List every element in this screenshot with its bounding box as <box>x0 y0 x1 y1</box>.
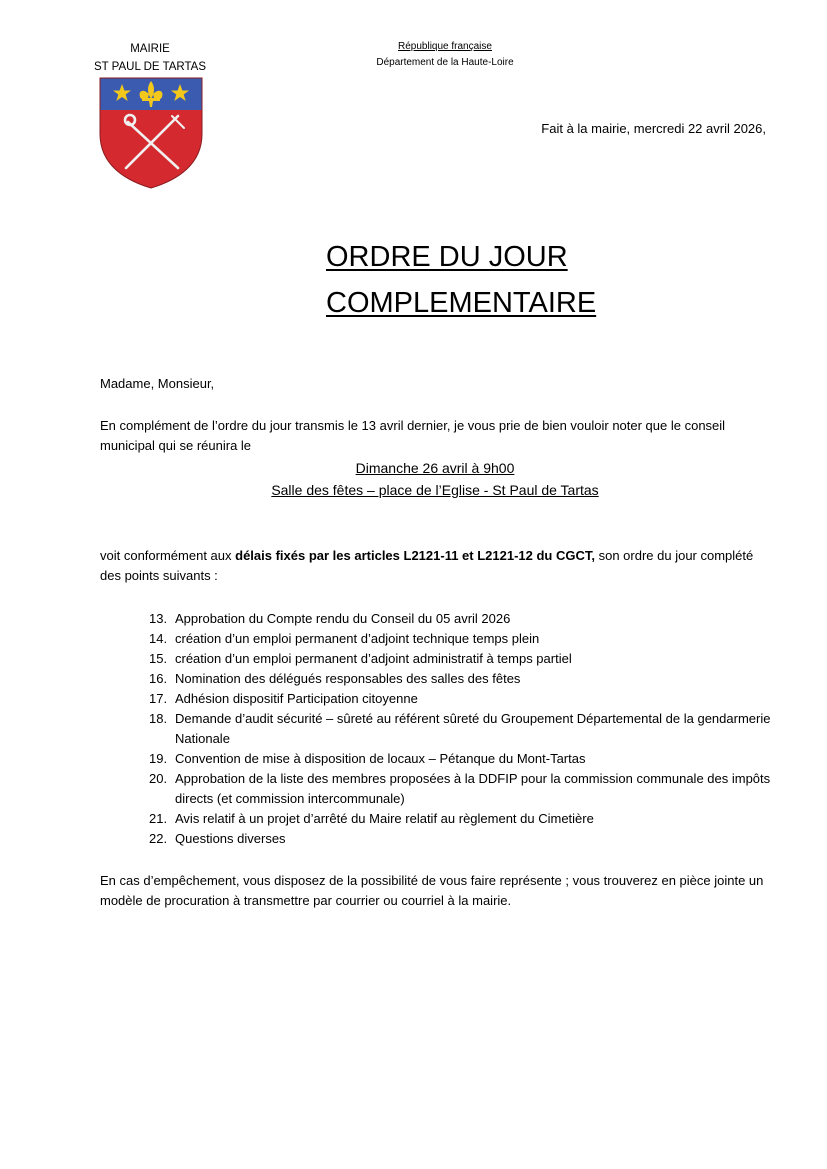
agenda-item-number: 20. <box>149 771 168 786</box>
title-line-1: ORDRE DU JOUR <box>326 241 568 273</box>
agenda-item <box>100 609 780 629</box>
agenda-item-text: Convention de mise à disposition de locaux – Pétanque du Mont-Tartas <box>175 751 586 766</box>
conformity-suffix: son ordre du jour complété des points suivants : <box>100 548 754 583</box>
republic-header <box>330 39 560 71</box>
agenda-item <box>100 829 780 849</box>
agenda-item <box>100 809 780 829</box>
meeting-place: Salle des fêtes – place de l’Eglise - St Paul de Tartas <box>271 482 599 498</box>
intro-paragraph: En complément de l’ordre du jour transmis le 13 avril dernier, je vous prie de bien vouloir noter que le conseil municipal qui se réunira le <box>100 418 726 453</box>
agenda-list <box>100 609 780 849</box>
agenda-item <box>100 769 780 809</box>
meeting-date: Dimanche 26 avril à 9h00 <box>355 460 515 476</box>
agenda-item <box>100 689 780 709</box>
agenda-item-number: 15. <box>149 651 168 666</box>
agenda-item <box>100 749 780 769</box>
agenda-item-number: 13. <box>149 611 168 626</box>
agenda-item-text: Demande d’audit sécurité – sûreté au référent sûreté du Groupement Départemental de la gendarmerie Nationale <box>175 711 771 746</box>
agenda-item-number: 19. <box>149 751 168 766</box>
agenda-item-text: Questions diverses <box>175 831 286 846</box>
agenda-item <box>100 629 780 649</box>
agenda-item <box>100 669 780 689</box>
agenda-item-number: 18. <box>149 711 168 726</box>
date-line: Fait à la mairie, mercredi 22 avril 2026, <box>541 121 766 136</box>
agenda-item-number: 17. <box>149 691 168 706</box>
agenda-item-number: 14. <box>149 631 168 646</box>
conformity-legal-reference: délais fixés par les articles L2121-11 et L2121-12 du CGCT, <box>235 548 595 563</box>
agenda-item-number: 16. <box>149 671 168 686</box>
title-line-2: COMPLEMENTAIRE <box>326 287 597 319</box>
coat-of-arms-icon <box>98 76 204 190</box>
agenda-item-text: création d’un emploi permanent d’adjoint administratif à temps partiel <box>175 651 572 666</box>
agenda-item <box>100 709 780 749</box>
page-title <box>326 234 596 326</box>
agenda-item-text: Adhésion dispositif Participation citoyenne <box>175 691 418 706</box>
agenda-item <box>100 649 780 669</box>
agenda-item-text: Approbation du Compte rendu du Conseil du 05 avril 2026 <box>175 611 511 626</box>
department-label: Département de la Haute-Loire <box>376 57 514 68</box>
conformity-paragraph <box>100 546 770 586</box>
commune-name: ST PAUL DE TARTAS <box>93 61 207 73</box>
crest-field <box>98 110 204 190</box>
republic-label: République française <box>398 41 492 52</box>
agenda-item-text: Avis relatif à un projet d’arrêté du Maire relatif au règlement du Cimetière <box>175 811 594 826</box>
greeting: Madame, Monsieur, <box>100 376 215 391</box>
agenda-item-text: Nomination des délégués responsables des salles des fêtes <box>175 671 521 686</box>
agenda-item-text: Approbation de la liste des membres proposées à la DDFIP pour la commission communale des impôts directs (et commission intercommunale) <box>175 771 771 806</box>
agenda-item-number: 21. <box>149 811 168 826</box>
closing-paragraph: En cas d’empêchement, vous disposez de la possibilité de vous faire représente ; vous trouverez en pièce jointe un modèle de procuration à transmettre par courrier ou courriel à la mairie. <box>100 873 764 908</box>
agenda-item-text: création d’un emploi permanent d’adjoint technique temps plein <box>175 631 540 646</box>
mairie-header <box>80 40 220 76</box>
conformity-prefix: voit conformément aux <box>100 548 236 563</box>
mairie-label: MAIRIE <box>130 43 170 55</box>
agenda-item-number: 22. <box>149 831 168 846</box>
